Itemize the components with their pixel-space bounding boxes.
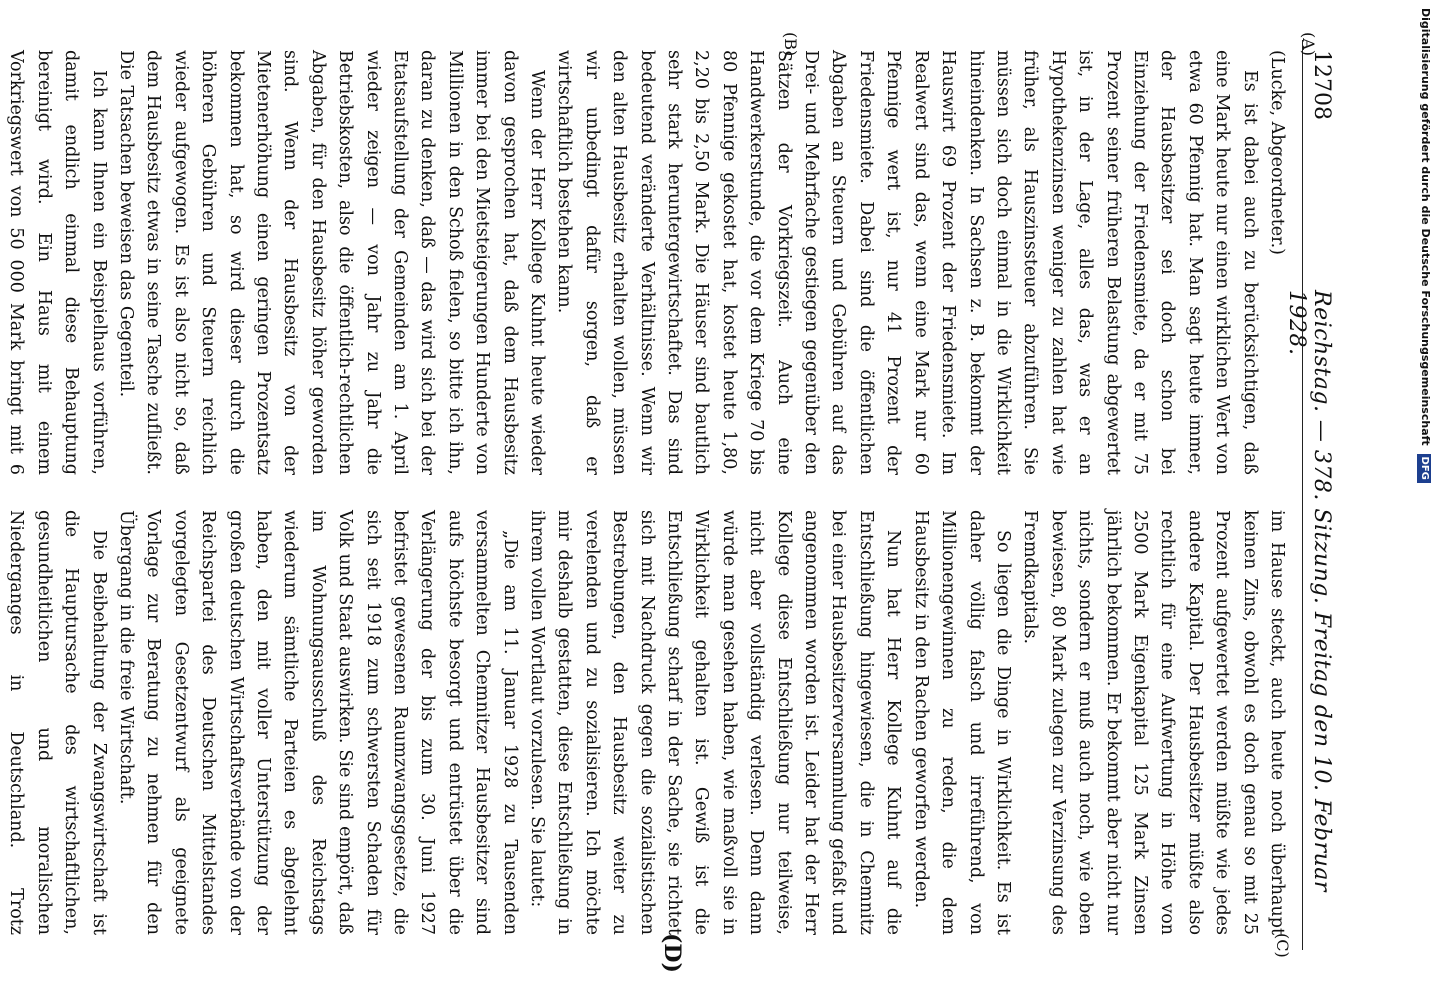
left-column [6, 50, 1290, 475]
quoted-resolution: „Die am 11. Januar 1928 zu Tausenden versammelten Chemnitzer Hausbesitzer sind aufs höchste besorgt und entrüstet über die Verlängerung der bis zum 30. Juni 1927 befristet gewesenen Raumzwangsgesetze, die sich seit 1918 zum schwersten Schaden für Volk und Staat auswirken. Sie sind empört, daß im Wohnungsausschuß des Reichstags wiederum sämtliche Parteien es abgelehnt haben, den mit voller Unterstützung der großen deutschen Wirtschaftsverbände von der Reichspartei des Deutschen Mittelstandes vorgelegten Gesetzentwurf als geeignete Vorlage zur Beratung zu nehmen für den Übergang in die freie Wirtschaft. [115, 510, 520, 935]
paragraph: Wenn der Herr Kollege Kuhnt heute wieder davon gesprochen hat, daß dem Hausbesitz immer bei den Mietsteigerungen Hunderte von Millionen in den Schoß fielen, so bitte ich ihn, daran zu denken, daß — das wird sich bei der Etatsaufstellung der Gemeinden am 1. April wieder zeigen — von Jahr zu Jahr die Betriebskosten, also die öffentlich-rechtlichen Abgaben, für den Hausbesitz höher geworden sind. Wenn der Hausbesitz von der Mietenerhöhung einen geringen Prozentsatz bekommen hat, so wird dieser durch die höheren Gebühren und Steuern reichlich wieder aufgewogen. Es ist also nicht so, daß dem Hausbesitz etwas in seine Tasche zufließt. Die Tatsachen beweisen das Gegenteil. [115, 50, 548, 475]
digitization-credit [1418, 8, 1432, 698]
page-number: 12708 [1309, 50, 1334, 120]
paragraph: Es ist dabei auch zu berücksichtigen, daß eine Mark heute nur einen wirklichen Wert von etwa 60 Pfennig hat. Man sagt heute immer, der Hausbesitzer sei doch schon bei Einziehung der Friedensmiete, da er mit 75 Prozent seiner früheren Belastung abgewertet ist, in der Lage, alles das, was er an Hypothekenzinsen weniger zu zahlen hat wie früher, als Hauszinssteuer abzuführen. Sie müssen sich doch einmal in die Wirklichkeit hineindenken. In Sachsen z. B. bekommt der Hauswirt 69 Prozent der Friedensmiete. Im Realwert sind das, wenn eine Mark nur 60 Pfennige wert ist, nur 41 Prozent der Friedensmiete. Dabei sind die öffentlichen Abgaben an Steuern und Gebühren auf das Drei- und Mehrfache gestiegen gegenüber den Sätzen der Vorkriegszeit. Auch eine Handwerkerstunde, die vor dem Kriege 70 bis 80 Pfennige gekostet hat, kostet heute 1,80, 2,20 bis 2,50 Mark. Die Häuser sind bautlich sehr stark heruntergewirtschaftet. Das sind bedeutend veränderte Verhältnisse. Wenn wir den alten Hausbesitz erhalten wollen, müssen wir unbedingt dafür sorgen, daß er wirtschaftlich bestehen kann. [554, 50, 1260, 475]
right-column [6, 510, 1290, 935]
running-title: Reichstag. — 378. Sitzung. Freitag den 10. Februar 1928. [1284, 290, 1334, 892]
paragraph: Die Beibehaltung der Zwangswirtschaft ist die Hauptursache des wirtschaftlichen, gesundheitlichen und moralischen Niederganges in Deutschland. Trotz [6, 510, 109, 935]
dfg-logo: DFG [1417, 454, 1431, 483]
margin-mark-b: (B) [781, 32, 800, 57]
paragraph: Ich kann Ihnen ein Beispielhaus vorführen, damit endlich einmal diese Behauptung bereinigt wird. Ein Haus mit einem Vorkriegswert von 50 000 Mark bringt mit 6 [6, 50, 109, 475]
margin-mark-a: (A) [1299, 32, 1318, 57]
rotated-document-page [6, 32, 1340, 973]
speaker-label: (Lucke, Abgeordneter.) [1267, 50, 1287, 255]
header-rule [1302, 40, 1303, 950]
paragraph: im Hause steckt, auch heute noch überhaupt keinen Zins, obwohl es doch genau so mit 25 Prozent aufgewertet werden müßte wie jedes andere Kapital. Der Hausbesitzer müßte also rechtlich für eine Aufwertung in Höhe von 2500 Mark Eigenkapital 125 Mark Zinsen jährlich bekommen. Er bekommt aber nicht nur nichts, sondern er muß auch noch, wie oben bewiesen, 80 Mark zulegen zur Verzinsung des Fremdkapitals. [1020, 510, 1287, 935]
page-header [1284, 40, 1340, 950]
paragraph: Nun hat Herr Kollege Kuhnt auf die Entschließung hingewiesen, die in Chemnitz bei einer Hausbesitzerversammlung gefaßt und angenommen worden ist. Leider hat der Herr Kollege diese Entschließung nur teilweise, nicht aber vollständig verlesen. Denn dann würde man gesehen haben, wie maßvoll sie in Wirklichkeit gehalten ist. Gewiß ist die Entschließung scharf in der Sache, sie richtet sich mit Nachdruck gegen die sozialistischen Bestrebungen, den Hausbesitz weiter zu verelenden und zu sozialisieren. Ich möchte mir deshalb gestatten, diese Entschließung in ihrem vollen Wortlaut vorzulesen. Sie lautet: [527, 510, 904, 935]
margin-mark-d: (D) [659, 933, 685, 973]
credit-text: Digitalisierung gefördert durch die Deutsche Forschungsgemeinschaft [1419, 8, 1432, 446]
paragraph: So liegen die Dinge in Wirklichkeit. Es ist daher völlig falsch und irreführend, von Millionengewinnen zu reden, die dem Hausbesitz in den Rachen geworfen werden. [910, 510, 1013, 935]
margin-mark-c: (C) [1273, 933, 1292, 958]
